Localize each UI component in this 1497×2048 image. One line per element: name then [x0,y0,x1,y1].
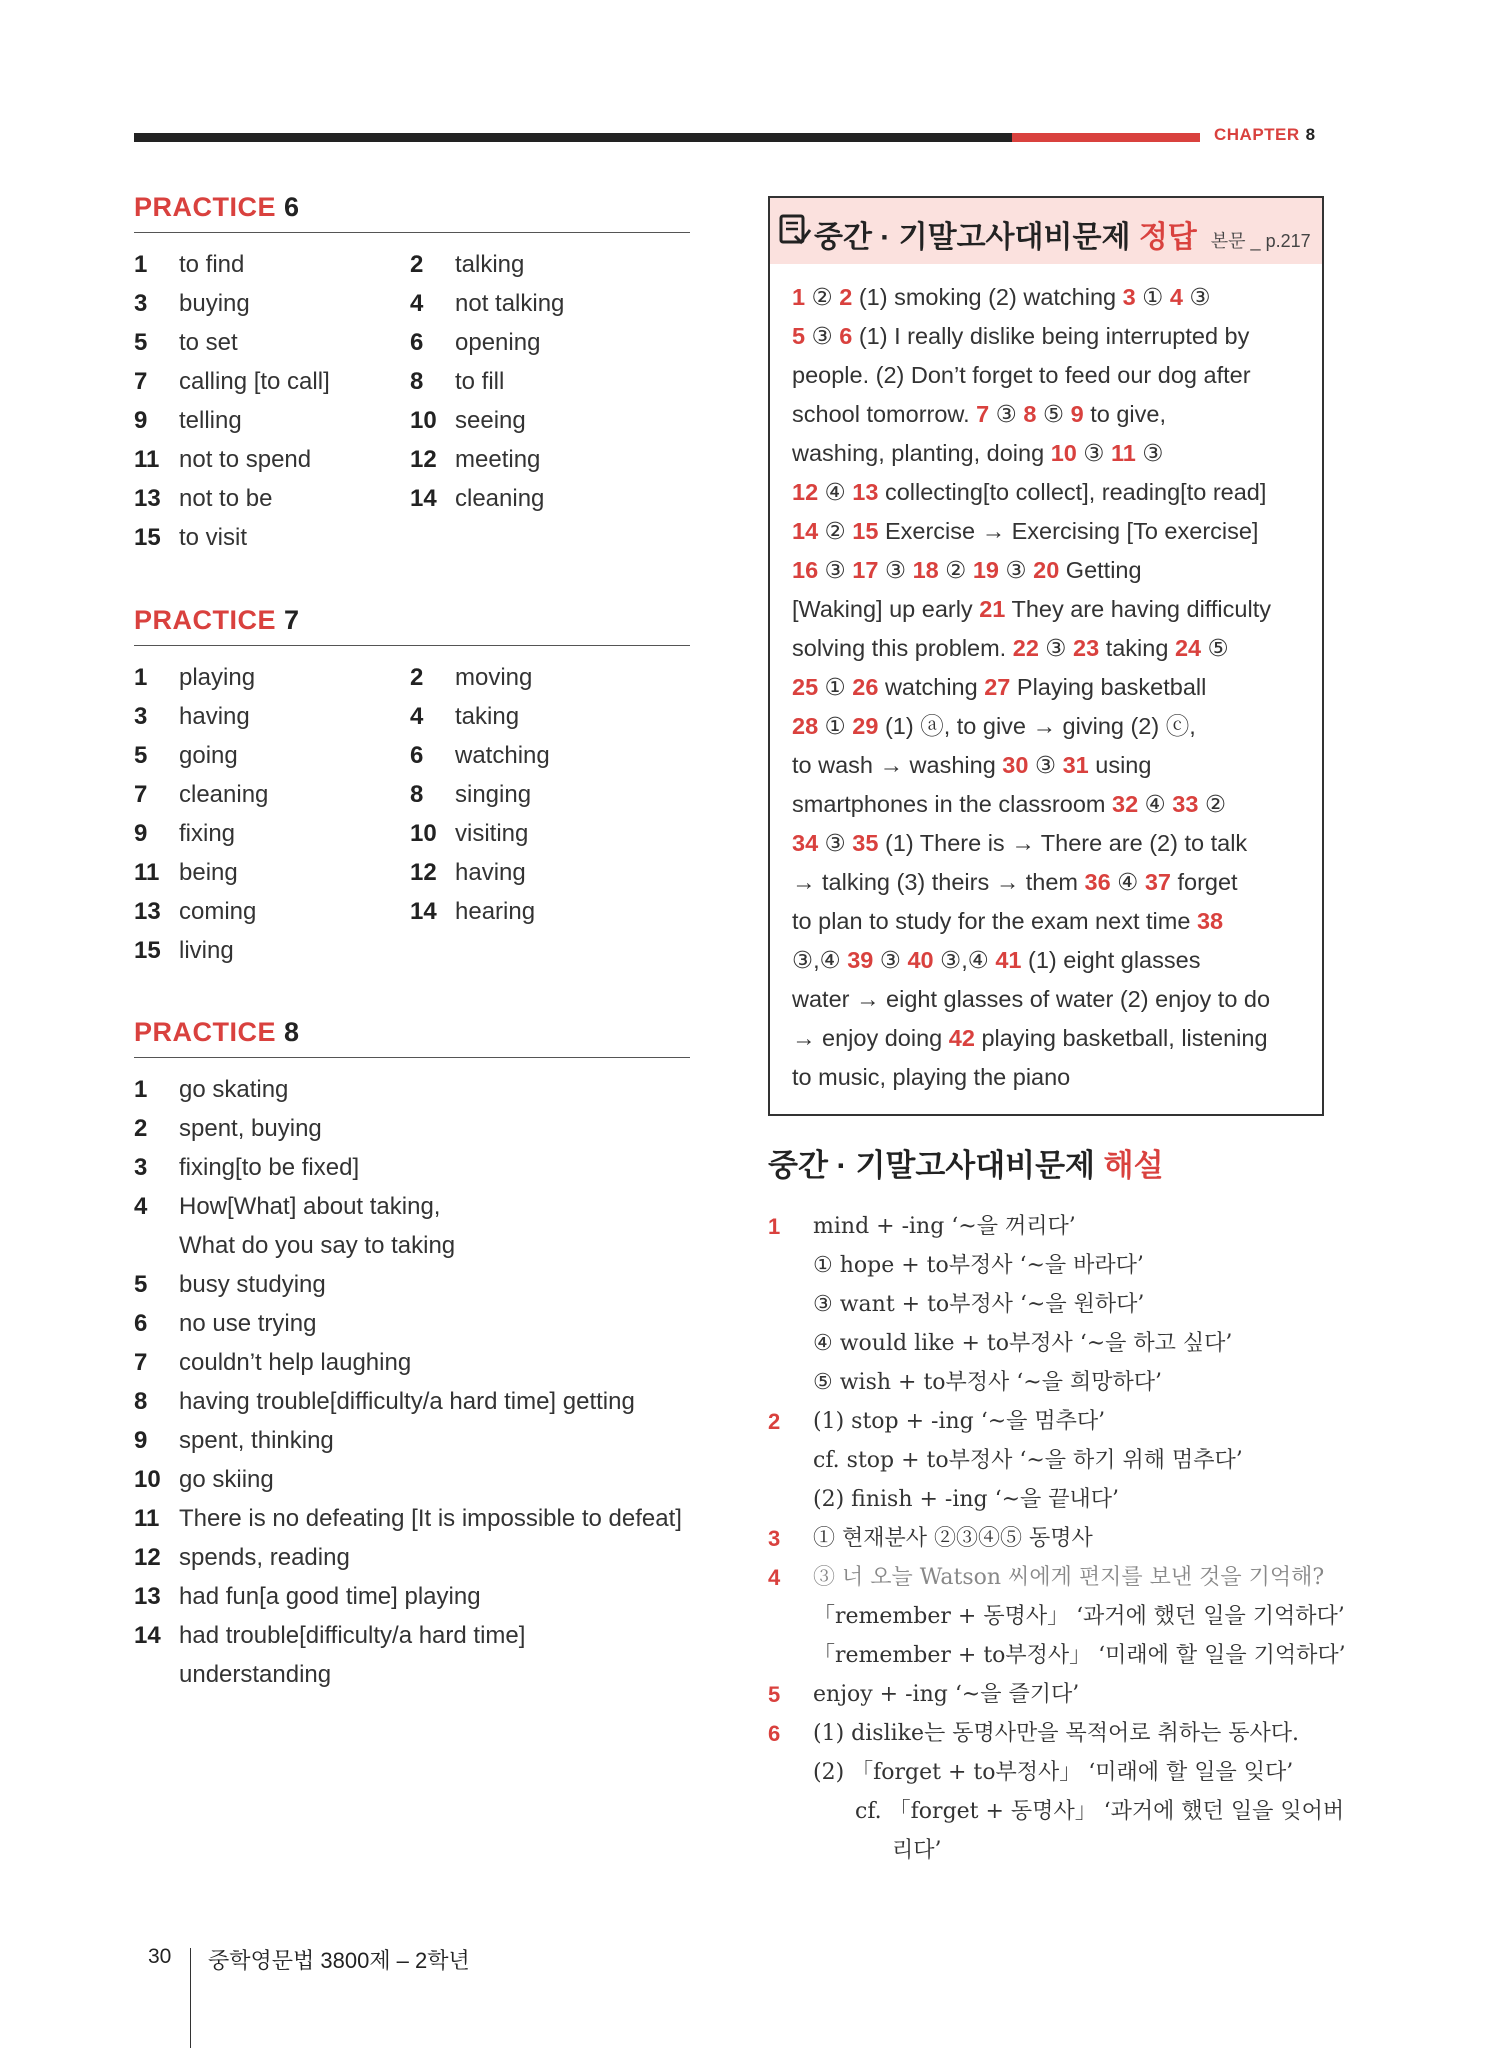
answer-item [410,658,532,697]
explanation-line: ③ want + to부정사 ‘~을 원하다’ [813,1292,1145,1317]
answer-text: to wash → washing [792,752,1003,778]
question-number: 26 [852,674,879,700]
answer-item [410,323,540,362]
item-text: cleaning [179,781,269,808]
explanation-line: 「remember + 동명사」 ‘과거에 했던 일을 기억하다’ [813,1604,1345,1629]
question-number: 14 [792,518,819,544]
answer-item [134,1187,440,1226]
item-text: moving [455,664,533,691]
item-text: had fun[a good time] playing [179,1583,481,1610]
item-number: 5 [134,329,148,356]
question-number: 42 [948,1025,975,1051]
answer-line [792,356,1251,395]
answer-item [134,1382,635,1421]
explanation-line: ⑤ wish + to부정사 ‘~을 희망하다’ [813,1370,1162,1395]
answer-item [410,775,531,814]
item-number: 12 [410,859,437,886]
explanation-line: (2) finish + -ing ‘~을 끝내다’ [813,1487,1120,1512]
item-text: not to be [179,485,273,512]
question-number: 18 [912,557,939,583]
question-number: 3 [1122,284,1136,310]
answer-text: Getting [1059,557,1142,583]
question-number: 17 [852,557,879,583]
explanation-line: cf. stop + to부정사 ‘~을 하기 위해 멈추다’ [813,1448,1243,1473]
item-number: 1 [134,251,148,278]
item-number: 6 [134,1310,148,1337]
answer-text: ③,④ [792,947,848,973]
answer-text: ③ [818,557,853,583]
answer-item [134,401,242,440]
answer-text: ① [1135,284,1170,310]
item-number: 3 [134,290,148,317]
item-text: no use trying [179,1310,317,1337]
answer-text: ③ [818,830,853,856]
answer-line [792,785,1226,824]
answer-item [410,440,540,479]
answer-text: ③ [1135,440,1164,466]
item-number: 6 [410,329,424,356]
practice-8-title: PRACTICE 8 [134,1017,300,1047]
question-number: 40 [907,947,934,973]
answer-text: ③ [878,557,913,583]
answer-item [134,775,268,814]
item-text: meeting [455,446,541,473]
explanation-line: enjoy + -ing ‘~을 즐기다’ [813,1682,1080,1707]
explanation-number: 5 [768,1682,781,1707]
item-text: calling [to call] [179,368,330,395]
item-number: 10 [410,820,437,847]
item-number: 15 [134,524,161,551]
item-text: spends, reading [179,1544,350,1571]
question-number: 37 [1144,869,1171,895]
explanation-number: 3 [768,1526,781,1551]
question-number: 8 [1023,401,1037,427]
answer-item [134,1577,481,1616]
footer-rule [190,1948,191,2048]
answer-text: smartphones in the classroom [792,791,1113,817]
answer-text: ④ [818,479,853,505]
explanation-line: ① 현재분사 ②③④⑤ 동명사 [813,1526,1093,1551]
answer-item [410,401,526,440]
answer-text: ⑤ [1036,401,1071,427]
answer-text: (1) I really dislike being interrupted by [852,323,1250,349]
answer-item [134,1109,322,1148]
question-number: 10 [1050,440,1077,466]
item-number: 13 [134,485,161,512]
explanation-line: cf. 「forget + 동명사」 ‘과거에 했던 일을 잊어버 [855,1799,1345,1824]
item-number: 10 [134,1466,161,1493]
item-number: 14 [134,1622,161,1649]
item-number: 7 [134,1349,148,1376]
item-number: 4 [410,703,424,730]
item-text: being [179,859,238,886]
question-number: 29 [852,713,879,739]
question-number: 20 [1033,557,1060,583]
explanation-number: 2 [768,1409,781,1434]
answer-text: ① [818,713,853,739]
question-number: 19 [972,557,999,583]
answer-item [134,362,330,401]
practice-7-rule [134,645,690,646]
question-number: 25 [792,674,819,700]
item-text: talking [455,251,525,278]
question-number: 33 [1172,791,1199,817]
item-number: 2 [410,251,424,278]
question-number: 22 [1012,635,1039,661]
answer-text: [Waking] up early [792,596,980,622]
answer-text: → enjoy doing [792,1025,949,1051]
answer-text: to plan to study for the exam next time [792,908,1197,934]
item-text: cleaning [455,485,545,512]
question-number: 24 [1174,635,1202,661]
answer-item [134,1265,326,1304]
item-text: There is no defeating [It is impossible to defeat] [179,1505,682,1532]
answer-line [792,941,1200,980]
answer-item [410,853,526,892]
item-number: 11 [134,859,160,886]
item-number: 1 [134,1076,148,1103]
item-text: fixing[to be fixed] [179,1154,360,1181]
question-number: 9 [1070,401,1084,427]
item-text: going [179,742,238,769]
item-text: opening [455,329,541,356]
answer-item [134,1655,331,1694]
header-rule-accent [1012,133,1200,142]
item-number: 9 [134,1427,148,1454]
answer-item [410,736,550,775]
item-text: fixing [179,820,236,847]
item-text: having [179,703,250,730]
answer-item [134,736,238,775]
explanation-title: 중간 · 기말고사대비문제 해설 [768,1148,1164,1183]
chapter-label: CHAPTER 8 [1214,125,1316,144]
answer-box-title: 중간 · 기말고사대비문제 정답 본문 _ p.217 [814,221,1311,254]
item-number: 7 [134,368,148,395]
book-title: 중학영문법 3800제 – 2학년 [208,1948,470,1973]
answer-item [134,1538,350,1577]
item-number: 10 [410,407,437,434]
item-text: to fill [455,368,505,395]
answer-text: ② [1198,791,1227,817]
answer-item [134,1226,455,1265]
answer-item [134,1304,316,1343]
answer-item [134,1616,525,1655]
item-number: 11 [134,1505,160,1532]
answer-text: ② [805,284,840,310]
answer-item [134,323,238,362]
item-text: go skating [179,1076,289,1103]
answer-item [134,1499,682,1538]
explanation-line: ④ would like + to부정사 ‘~을 하고 싶다’ [813,1331,1233,1356]
answer-text: (1) ⓐ, to give → giving (2) ⓒ, [878,713,1196,739]
answer-text: playing basketball, listening [974,1025,1268,1051]
answer-text: → talking (3) theirs → them [792,869,1085,895]
answer-text: ⑤ [1201,635,1229,661]
item-text: singing [455,781,532,808]
question-number: 35 [852,830,879,856]
answer-text: Exercise → Exercising [To exercise] [878,518,1259,544]
answer-text: ④ [1110,869,1145,895]
question-number: 7 [976,401,990,427]
answer-text: school tomorrow. [792,401,977,427]
item-number: 4 [134,1193,148,1220]
item-text: seeing [455,407,526,434]
answer-item [410,697,519,736]
item-text: having trouble[difficulty/a hard time] getting [179,1388,635,1415]
answer-item [410,245,524,284]
answer-line [792,512,1258,551]
answer-line [792,746,1151,785]
item-number: 1 [134,664,148,691]
answer-item [134,853,238,892]
answer-text: ③ [989,401,1024,427]
item-text: telling [179,407,242,434]
answer-item [410,362,504,401]
answer-item [410,892,535,931]
answer-line [792,902,1223,941]
answer-item [134,479,272,518]
item-number: 2 [410,664,424,691]
question-number: 28 [792,713,819,739]
explanation-line: mind + -ing ‘~을 꺼리다’ [813,1214,1076,1239]
item-number: 14 [410,485,437,512]
answer-line [792,434,1163,473]
item-text: How[What] about taking, [179,1193,441,1220]
question-number: 30 [1002,752,1029,778]
item-text: buying [179,290,250,317]
answer-text: to music, playing the piano [792,1064,1071,1090]
item-number: 12 [410,446,437,473]
answer-text: (1) smoking (2) watching [852,284,1123,310]
item-text: couldn’t help laughing [179,1349,412,1376]
answer-line [792,1019,1268,1058]
item-number: 7 [134,781,148,808]
item-text: watching [455,742,550,769]
item-number: 3 [134,1154,148,1181]
answer-line [792,824,1247,863]
answer-item [134,1343,411,1382]
explanation-line: (1) stop + -ing ‘~을 멈추다’ [813,1409,1106,1434]
item-text: coming [179,898,257,925]
answer-text: ③ [873,947,908,973]
answer-text: ③ [1028,752,1063,778]
explanation-number: 4 [768,1565,781,1590]
question-number: 15 [852,518,879,544]
item-number: 2 [134,1115,148,1142]
page-number: 30 [148,1945,172,1968]
question-number: 38 [1196,908,1224,934]
answer-item [134,658,255,697]
question-number: 16 [792,557,819,583]
practice-8-rule [134,1057,690,1058]
answer-text: ③ [1076,440,1111,466]
item-number: 4 [410,290,424,317]
item-number: 3 [134,703,148,730]
answer-text: water → eight glasses of water (2) enjoy to do [792,986,1271,1012]
notepad-icon [778,212,812,246]
answer-item [134,284,250,323]
answer-text: taking [1099,635,1175,661]
answer-line [792,551,1142,590]
question-number: 36 [1084,869,1111,895]
item-text: spent, buying [179,1115,322,1142]
answer-item [134,440,311,479]
item-number: 5 [134,1271,148,1298]
answer-line [792,278,1211,317]
item-text: hearing [455,898,536,925]
answer-text: ① [818,674,853,700]
answer-text: using [1088,752,1152,778]
answer-text: to give, [1083,401,1166,427]
item-text: not to spend [179,446,312,473]
answer-line [792,863,1238,902]
item-number: 13 [134,898,161,925]
item-number: 8 [410,781,424,808]
item-text: to find [179,251,245,278]
practice-6-rule [134,232,690,233]
answer-line [792,395,1166,434]
explanation-number: 1 [768,1214,781,1239]
item-number: 11 [134,446,160,473]
question-number: 13 [852,479,879,505]
item-number: 8 [410,368,424,395]
question-number: 27 [984,674,1011,700]
question-number: 34 [792,830,819,856]
item-number: 13 [134,1583,161,1610]
item-text: spent, thinking [179,1427,334,1454]
explanation-line: ① hope + to부정사 ‘~을 바라다’ [813,1253,1144,1278]
answer-text: Playing basketball [1010,674,1207,700]
item-number: 5 [134,742,148,769]
item-text: having [455,859,526,886]
item-text: What do you say to taking [179,1232,456,1259]
answer-line [792,668,1206,707]
answer-text: ③,④ [933,947,996,973]
practice-6-title: PRACTICE 6 [134,192,300,222]
item-number: 6 [410,742,424,769]
answer-line [792,473,1266,512]
explanation-number: 6 [768,1721,781,1746]
item-number: 9 [134,407,148,434]
question-number: 21 [979,596,1006,622]
explanation-line: 리다’ [892,1838,942,1863]
answer-text: ③ [998,557,1034,583]
item-number: 14 [410,898,437,925]
item-text: not talking [455,290,565,317]
item-text: to set [179,329,238,356]
answer-item [134,518,247,557]
question-number: 32 [1112,791,1139,817]
item-text: living [179,937,234,964]
explanation-line: 「remember + to부정사」 ‘미래에 할 일을 기억하다’ [813,1643,1346,1668]
explanation-line: ③ 너 오늘 Watson 씨에게 편지를 보낸 것을 기억해? [813,1565,1325,1590]
answer-text: solving this problem. [792,635,1013,661]
answer-text: (1) There is → There are (2) to talk [878,830,1248,856]
answer-item [410,284,564,323]
answer-text: collecting[to collect], reading[to read] [878,479,1267,505]
explanation-line: (1) dislike는 동명사만을 목적어로 취하는 동사다. [813,1721,1299,1746]
answer-line [792,1058,1070,1097]
item-text: to visit [179,524,248,551]
item-text: playing [179,664,256,691]
item-number: 15 [134,937,161,964]
answer-text: ③ [1038,635,1074,661]
item-text: busy studying [179,1271,326,1298]
answer-text: forget [1170,869,1238,895]
answer-item [134,1148,359,1187]
answer-item [134,1460,274,1499]
answer-text: ④ [1138,791,1173,817]
answer-box [768,196,1324,1116]
answer-item [134,814,235,853]
item-text: visiting [455,820,529,847]
answer-text: watching [878,674,985,700]
item-number: 8 [134,1388,148,1415]
answer-text: ③ [1182,284,1211,310]
item-number: 9 [134,820,148,847]
question-number: 4 [1169,284,1183,310]
explanation-line: (2) 「forget + to부정사」 ‘미래에 할 일을 잊다’ [813,1760,1294,1785]
item-text: had trouble[difficulty/a hard time] [179,1622,526,1649]
answer-text: people. (2) Don’t forget to feed our dog after [792,362,1251,388]
answer-text: (1) eight glasses [1021,947,1201,973]
item-text: taking [455,703,520,730]
answer-line [792,629,1229,668]
question-number: 6 [839,323,853,349]
answer-item [134,892,256,931]
question-number: 23 [1073,635,1100,661]
answer-text: ② [938,557,973,583]
practice-7-title: PRACTICE 7 [134,605,300,635]
answer-line [792,590,1271,629]
answer-text: ③ [805,323,840,349]
answer-item [134,697,250,736]
answer-line [792,317,1249,356]
item-text: understanding [179,1661,332,1688]
answer-line [792,707,1196,746]
answer-item [134,1421,334,1460]
question-number: 11 [1110,440,1136,466]
answer-item [134,245,244,284]
answer-line [792,980,1270,1019]
item-number: 12 [134,1544,161,1571]
question-number: 31 [1062,752,1089,778]
question-number: 5 [792,323,806,349]
answer-text: ② [818,518,853,544]
item-text: go skiing [179,1466,274,1493]
answer-item [410,814,528,853]
answer-item [134,1070,288,1109]
question-number: 1 [792,284,806,310]
question-number: 12 [792,479,819,505]
answer-item [134,931,234,970]
answer-text: washing, planting, doing [792,440,1051,466]
question-number: 2 [839,284,853,310]
question-number: 39 [847,947,874,973]
answer-item [410,479,544,518]
question-number: 41 [995,947,1022,973]
answer-text: They are having difficulty [1005,596,1271,622]
